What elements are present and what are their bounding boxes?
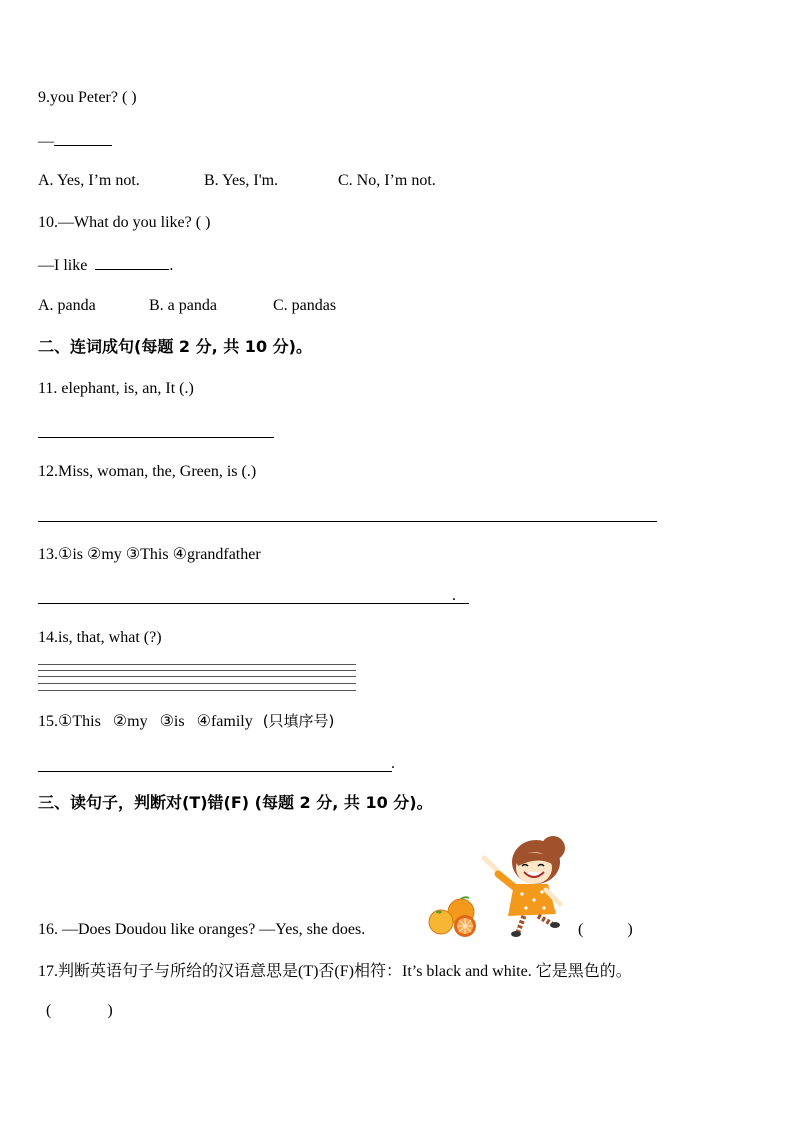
q14-writing-line-2 (38, 670, 356, 671)
q15-answer-line[interactable] (38, 771, 392, 772)
q15-note: (只填序号) (262, 712, 335, 730)
q16-prompt: 16. —Does Doudou like oranges? —Yes, she does. (38, 921, 366, 938)
q14-writing-line-5 (38, 690, 356, 691)
q11-prompt: 11. elephant, is, an, It (.) (38, 380, 194, 397)
q9-question: 9.you Peter? ( ) (38, 89, 137, 106)
q9-option-c: C. No, I’m not. (338, 172, 436, 189)
q13-prompt: 13.①is ②my ③This ④grandfather (38, 546, 261, 563)
q10-option-b: B. a panda (149, 297, 217, 314)
q9-option-a: A. Yes, I’m not. (38, 172, 140, 189)
q17-answer-paren[interactable]: ( ) (46, 1002, 113, 1019)
q17-prompt: 17.判断英语句子与所给的汉语意思是(T)否(F)相符：It’s black and white. 它是黑色的。 (38, 963, 632, 980)
q10-answer-blank[interactable] (95, 255, 169, 270)
q12-prompt: 12.Miss, woman, the, Green, is (.) (38, 463, 257, 480)
q10-question: 10.—What do you like? ( ) (38, 214, 211, 231)
q10-options (38, 296, 336, 316)
q9-option-b: B. Yes, I'm. (204, 172, 279, 189)
q10-option-c: C. pandas (273, 297, 337, 314)
oranges-illustration (427, 896, 481, 940)
q10-answer-suffix: . (169, 257, 174, 274)
q13-period: . (452, 587, 456, 604)
q14-writing-line-4 (38, 683, 356, 684)
girl-illustration (478, 828, 570, 938)
q11-answer-line[interactable] (38, 437, 274, 438)
q15-prompt: 15.①This ②my ③is ④family (38, 713, 253, 730)
q15-period: . (391, 755, 395, 772)
q15-prompt-line (38, 711, 334, 732)
q13-answer-line[interactable] (38, 603, 469, 604)
section2-heading: 二、连词成句(每题 2 分, 共 10 分)。 (38, 337, 312, 356)
q16-answer-paren[interactable]: ( ) (578, 921, 633, 938)
q9-options (38, 171, 436, 191)
q9-answer-line (38, 131, 112, 152)
q14-writing-line-3 (38, 676, 356, 677)
q10-answer-prefix: —I like (38, 257, 88, 274)
q9-answer-prefix: — (38, 133, 54, 150)
q14-writing-line-1 (38, 664, 356, 665)
q10-answer-line (38, 255, 173, 276)
q10-option-a: A. panda (38, 297, 96, 314)
q9-answer-blank[interactable] (54, 131, 112, 146)
section3-heading: 三、读句子，判断对(T)错(F) (每题 2 分, 共 10 分)。 (38, 793, 433, 812)
q14-prompt: 14.is, that, what (?) (38, 629, 162, 646)
q12-answer-line[interactable] (38, 521, 657, 522)
